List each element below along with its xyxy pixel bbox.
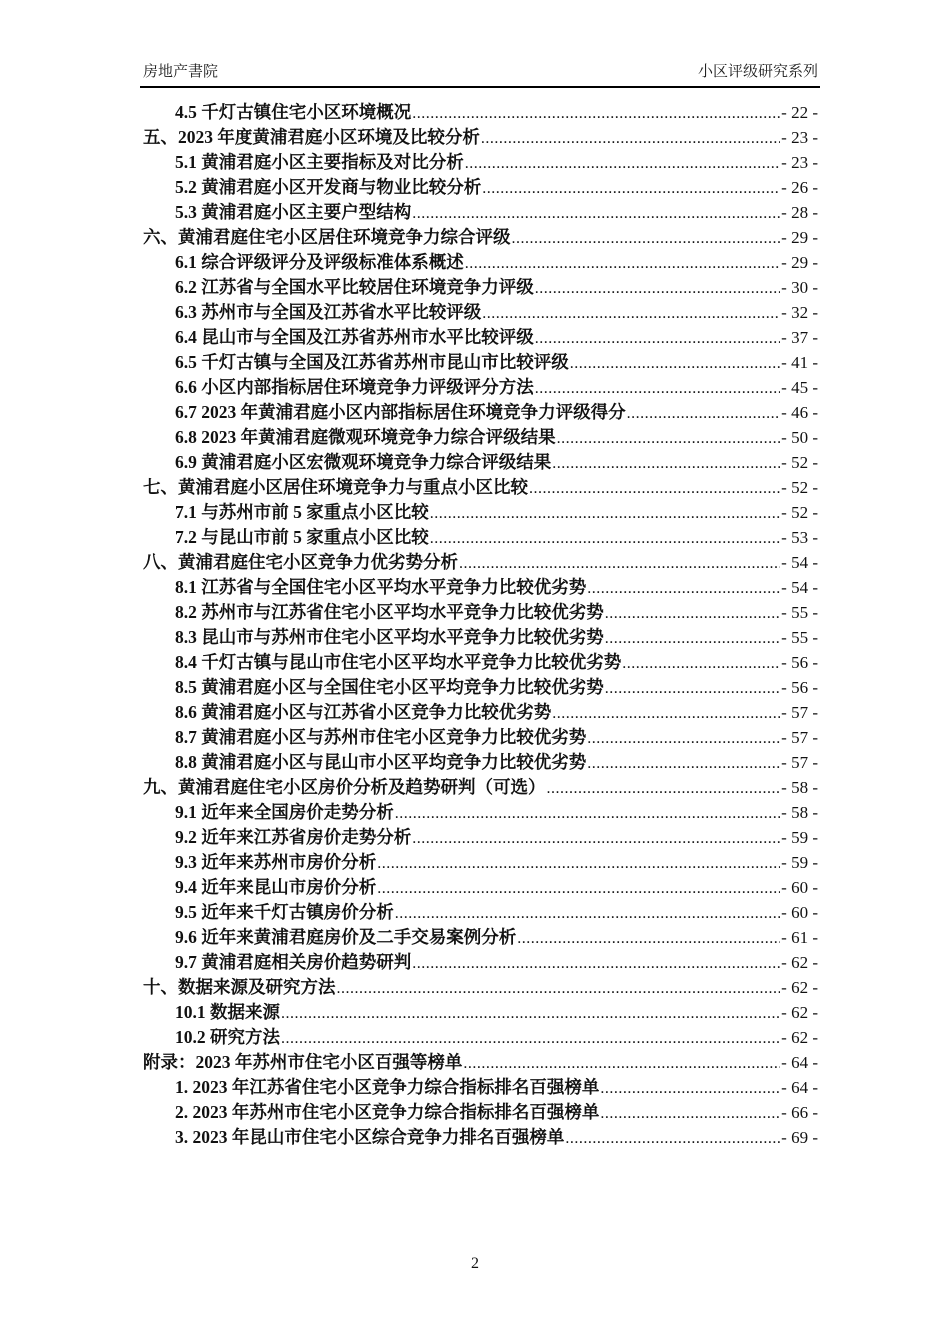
toc-entry-page: - 62 -: [781, 1003, 818, 1022]
toc-entry: [143, 450, 818, 475]
toc-entry: [143, 625, 818, 650]
toc-entry-label: 6.8 2023 年黄浦君庭微观环境竞争力综合评级结果: [175, 427, 556, 447]
toc-entry-page: - 55 -: [781, 628, 818, 647]
toc-entry-label: 六、黄浦君庭住宅小区居住环境竞争力综合评级: [143, 227, 511, 247]
toc-leader-dots: [552, 451, 780, 476]
toc-entry: [143, 275, 818, 300]
toc-entry: [143, 925, 818, 950]
header-left-title: 房地产書院: [143, 63, 219, 80]
toc-leader-dots: [377, 876, 780, 901]
toc-leader-dots: [627, 401, 781, 426]
toc-entry: [143, 125, 818, 150]
toc-entry-label: 6.3 苏州市与全国及江苏省水平比较评级: [175, 302, 482, 322]
toc-entry-page: - 52 -: [781, 503, 818, 522]
toc-entry-label: 5.3 黄浦君庭小区主要户型结构: [175, 202, 412, 222]
toc-entry-label: 附录：2023 年苏州市住宅小区百强等榜单: [143, 1052, 463, 1072]
toc-entry-label: 8.7 黄浦君庭小区与苏州市住宅小区竞争力比较优劣势: [175, 727, 587, 747]
toc-entry-label: 1. 2023 年江苏省住宅小区竞争力综合指标排名百强榜单: [175, 1077, 600, 1097]
toc-entry: [143, 375, 818, 400]
toc-entry: [143, 325, 818, 350]
toc-entry: [143, 475, 818, 500]
toc-leader-dots: [587, 576, 780, 601]
toc-leader-dots: [622, 651, 780, 676]
page-header: [143, 60, 818, 81]
toc-leader-dots: [412, 826, 780, 851]
page-number: 2: [471, 1255, 479, 1272]
toc-entry-label: 9.4 近年来昆山市房价分析: [175, 877, 377, 897]
toc-leader-dots: [517, 926, 780, 951]
toc-entry-label: 9.7 黄浦君庭相关房价趋势研判: [175, 952, 412, 972]
toc-entry: [143, 100, 818, 125]
toc-entry-page: - 58 -: [781, 778, 818, 797]
toc-leader-dots: [377, 851, 780, 876]
toc-entry-page: - 29 -: [781, 228, 818, 247]
toc-leader-dots: [605, 676, 780, 701]
toc-entry-label: 7.2 与昆山市前 5 家重点小区比较: [175, 527, 429, 547]
toc-leader-dots: [529, 476, 780, 501]
toc-entry-label: 6.5 千灯古镇与全国及江苏省苏州市昆山市比较评级: [175, 352, 569, 372]
toc-entry-label: 6.9 黄浦君庭小区宏微观环境竞争力综合评级结果: [175, 452, 552, 472]
toc-entry: [143, 825, 818, 850]
toc-leader-dots: [395, 801, 780, 826]
toc-entry-label: 9.1 近年来全国房价走势分析: [175, 802, 394, 822]
toc-entry-page: - 55 -: [781, 603, 818, 622]
header-rule: [140, 86, 820, 88]
toc-entry-page: - 37 -: [781, 328, 818, 347]
toc-entry-page: - 59 -: [781, 828, 818, 847]
toc-leader-dots: [430, 501, 780, 526]
toc-entry: [143, 350, 818, 375]
toc-entry-label: 3. 2023 年昆山市住宅小区综合竞争力排名百强榜单: [175, 1127, 565, 1147]
toc-entry-page: - 56 -: [781, 653, 818, 672]
toc-entry-label: 8.3 昆山市与苏州市住宅小区平均水平竞争力比较优劣势: [175, 627, 604, 647]
toc-entry-page: - 46 -: [781, 403, 818, 422]
toc-entry: [143, 1050, 818, 1075]
toc-entry-page: - 32 -: [781, 303, 818, 322]
toc-leader-dots: [535, 276, 780, 301]
toc-leader-dots: [535, 326, 780, 351]
toc-leader-dots: [465, 251, 780, 276]
toc-entry-page: - 22 -: [781, 103, 818, 122]
toc-entry: [143, 875, 818, 900]
toc-entry-label: 9.6 近年来黄浦君庭房价及二手交易案例分析: [175, 927, 517, 947]
table-of-contents: [143, 100, 818, 1150]
toc-entry-page: - 57 -: [781, 753, 818, 772]
toc-entry: [143, 900, 818, 925]
header-right-title: 小区评级研究系列: [697, 63, 818, 80]
toc-entry-page: - 50 -: [781, 428, 818, 447]
toc-entry: [143, 850, 818, 875]
toc-entry-page: - 58 -: [781, 803, 818, 822]
toc-entry-page: - 53 -: [781, 528, 818, 547]
toc-entry: [143, 400, 818, 425]
toc-leader-dots: [587, 726, 780, 751]
toc-entry-label: 5.1 黄浦君庭小区主要指标及对比分析: [175, 152, 464, 172]
toc-entry-label: 五、2023 年度黄浦君庭小区环境及比较分析: [143, 127, 480, 147]
toc-leader-dots: [281, 1026, 780, 1051]
toc-entry-label: 6.4 昆山市与全国及江苏省苏州市水平比较评级: [175, 327, 534, 347]
toc-entry: [143, 425, 818, 450]
toc-entry: [143, 1075, 818, 1100]
toc-leader-dots: [605, 601, 780, 626]
toc-entry: [143, 550, 818, 575]
toc-leader-dots: [535, 376, 780, 401]
toc-entry-page: - 61 -: [781, 928, 818, 947]
toc-entry: [143, 950, 818, 975]
toc-entry: [143, 975, 818, 1000]
toc-entry-page: - 23 -: [781, 128, 818, 147]
toc-leader-dots: [459, 551, 780, 576]
toc-entry-label: 8.5 黄浦君庭小区与全国住宅小区平均竞争力比较优劣势: [175, 677, 604, 697]
toc-entry-page: - 62 -: [781, 953, 818, 972]
toc-entry: [143, 225, 818, 250]
toc-leader-dots: [482, 301, 780, 326]
toc-entry-label: 七、黄浦君庭小区居住环境竞争力与重点小区比较: [143, 477, 528, 497]
toc-entry: [143, 525, 818, 550]
toc-entry: [143, 575, 818, 600]
toc-entry-page: - 64 -: [781, 1053, 818, 1072]
toc-leader-dots: [552, 701, 780, 726]
toc-entry-label: 6.6 小区内部指标居住环境竞争力评级评分方法: [175, 377, 534, 397]
toc-entry-label: 10.2 研究方法: [175, 1027, 280, 1047]
toc-entry-page: - 60 -: [781, 878, 818, 897]
toc-leader-dots: [412, 101, 780, 126]
toc-entry: [143, 1000, 818, 1025]
toc-entry-page: - 23 -: [781, 153, 818, 172]
toc-entry-page: - 52 -: [781, 478, 818, 497]
toc-entry-label: 5.2 黄浦君庭小区开发商与物业比较分析: [175, 177, 482, 197]
toc-leader-dots: [587, 751, 780, 776]
toc-entry-page: - 69 -: [781, 1128, 818, 1147]
toc-leader-dots: [547, 776, 781, 801]
toc-entry: [143, 600, 818, 625]
toc-entry-label: 7.1 与苏州市前 5 家重点小区比较: [175, 502, 429, 522]
toc-entry-label: 10.1 数据来源: [175, 1002, 280, 1022]
toc-entry-page: - 56 -: [781, 678, 818, 697]
toc-leader-dots: [395, 901, 780, 926]
toc-entry: [143, 800, 818, 825]
toc-entry: [143, 1025, 818, 1050]
toc-entry-label: 8.6 黄浦君庭小区与江苏省小区竞争力比较优劣势: [175, 702, 552, 722]
toc-entry-page: - 54 -: [781, 553, 818, 572]
toc-leader-dots: [412, 951, 780, 976]
toc-entry-label: 八、黄浦君庭住宅小区竞争力优劣势分析: [143, 552, 458, 572]
toc-entry-page: - 64 -: [781, 1078, 818, 1097]
toc-entry-label: 6.1 综合评级评分及评级标准体系概述: [175, 252, 464, 272]
toc-leader-dots: [482, 176, 780, 201]
toc-entry-page: - 66 -: [781, 1103, 818, 1122]
toc-entry-page: - 62 -: [781, 978, 818, 997]
toc-entry: [143, 250, 818, 275]
page-footer: [0, 1255, 950, 1273]
toc-entry-page: - 52 -: [781, 453, 818, 472]
toc-entry: [143, 700, 818, 725]
toc-entry-page: - 62 -: [781, 1028, 818, 1047]
toc-entry-page: - 57 -: [781, 703, 818, 722]
toc-leader-dots: [463, 1051, 780, 1076]
toc-entry-label: 9.3 近年来苏州市房价分析: [175, 852, 377, 872]
toc-entry-label: 6.7 2023 年黄浦君庭小区内部指标居住环境竞争力评级得分: [175, 402, 626, 422]
toc-entry-label: 9.2 近年来江苏省房价走势分析: [175, 827, 412, 847]
toc-entry-label: 6.2 江苏省与全国水平比较居住环境竞争力评级: [175, 277, 534, 297]
toc-entry: [143, 1125, 818, 1150]
toc-leader-dots: [600, 1101, 780, 1126]
toc-entry: [143, 175, 818, 200]
toc-entry: [143, 725, 818, 750]
toc-entry-label: 8.2 苏州市与江苏省住宅小区平均水平竞争力比较优劣势: [175, 602, 604, 622]
toc-leader-dots: [481, 126, 780, 151]
toc-leader-dots: [605, 626, 780, 651]
toc-entry: [143, 500, 818, 525]
toc-entry-label: 8.4 千灯古镇与昆山市住宅小区平均水平竞争力比较优劣势: [175, 652, 622, 672]
toc-entry: [143, 650, 818, 675]
toc-leader-dots: [412, 201, 780, 226]
toc-entry-page: - 30 -: [781, 278, 818, 297]
toc-entry-page: - 59 -: [781, 853, 818, 872]
toc-leader-dots: [430, 526, 780, 551]
toc-entry-label: 九、黄浦君庭住宅小区房价分析及趋势研判（可选）: [143, 777, 546, 797]
toc-entry-page: - 41 -: [781, 353, 818, 372]
toc-entry-page: - 54 -: [781, 578, 818, 597]
toc-leader-dots: [600, 1076, 780, 1101]
toc-entry-label: 2. 2023 年苏州市住宅小区竞争力综合指标排名百强榜单: [175, 1102, 600, 1122]
toc-leader-dots: [512, 226, 781, 251]
toc-entry-label: 9.5 近年来千灯古镇房价分析: [175, 902, 394, 922]
toc-entry: [143, 200, 818, 225]
toc-entry-page: - 28 -: [781, 203, 818, 222]
toc-entry: [143, 750, 818, 775]
toc-entry: [143, 150, 818, 175]
toc-entry-page: - 26 -: [781, 178, 818, 197]
toc-entry-label: 8.8 黄浦君庭小区与昆山市小区平均竞争力比较优劣势: [175, 752, 587, 772]
toc-entry: [143, 775, 818, 800]
toc-entry-label: 十、数据来源及研究方法: [143, 977, 336, 997]
toc-entry-page: - 60 -: [781, 903, 818, 922]
toc-leader-dots: [565, 1126, 780, 1151]
toc-entry: [143, 675, 818, 700]
toc-entry-page: - 45 -: [781, 378, 818, 397]
toc-entry: [143, 1100, 818, 1125]
toc-entry-page: - 57 -: [781, 728, 818, 747]
toc-entry-label: 8.1 江苏省与全国住宅小区平均水平竞争力比较优劣势: [175, 577, 587, 597]
toc-entry-label: 4.5 千灯古镇住宅小区环境概况: [175, 102, 412, 122]
toc-entry: [143, 300, 818, 325]
toc-leader-dots: [465, 151, 780, 176]
toc-entry-page: - 29 -: [781, 253, 818, 272]
toc-leader-dots: [570, 351, 780, 376]
toc-leader-dots: [557, 426, 781, 451]
toc-leader-dots: [337, 976, 781, 1001]
toc-leader-dots: [281, 1001, 780, 1026]
